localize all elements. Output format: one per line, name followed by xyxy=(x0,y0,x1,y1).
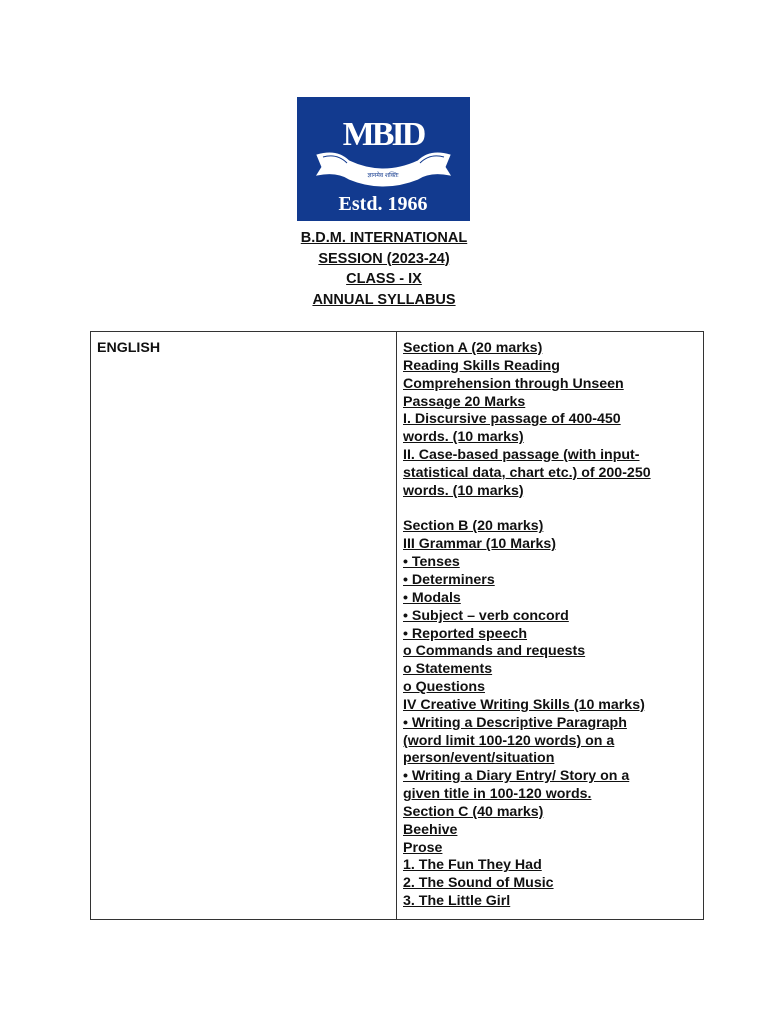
school-logo xyxy=(297,97,470,221)
syllabus-line: • Modals xyxy=(403,589,461,606)
syllabus-line: Prose xyxy=(403,839,443,856)
syllabus-line: IV Creative Writing Skills (10 marks) xyxy=(403,696,645,713)
syllabus-line: I. Discursive passage of 400-450 xyxy=(403,411,621,428)
syllabus-line: Section A (20 marks) xyxy=(403,340,543,356)
syllabus-line: • Subject – verb concord xyxy=(403,607,569,624)
logo-banner-text: ज्ञानमेव शक्तिः xyxy=(367,172,399,179)
subject-name: ENGLISH xyxy=(97,340,161,356)
school-crest-icon xyxy=(297,97,470,221)
syllabus-line: o Statements xyxy=(403,661,493,678)
syllabus-line: Reading Skills Reading xyxy=(403,357,560,374)
logo-established: Estd. 1966 xyxy=(338,193,428,215)
syllabus-line: Section B (20 marks) xyxy=(403,518,544,535)
syllabus-line: III Grammar (10 Marks) xyxy=(403,536,556,553)
syllabus-line: • Determiners xyxy=(403,571,495,588)
syllabus-line: 3. The Little Girl xyxy=(403,893,511,910)
syllabus-line: • Reported speech xyxy=(403,625,528,642)
table-row xyxy=(91,332,704,920)
logo-ribbon xyxy=(317,153,450,186)
document-heading xyxy=(0,228,768,310)
session-label: SESSION (2023-24) xyxy=(318,250,450,267)
syllabus-line: Beehive xyxy=(403,821,458,838)
syllabus-line: o Commands and requests xyxy=(403,643,586,660)
syllabus-line: person/event/situation xyxy=(403,750,555,767)
syllabus-line: • Writing a Descriptive Paragraph xyxy=(403,714,627,731)
syllabus-line: statistical data, chart etc.) of 200-250 xyxy=(403,464,651,481)
syllabus-line: Passage 20 Marks xyxy=(403,393,526,410)
class-label: CLASS - IX xyxy=(346,271,422,287)
document-title: ANNUAL SYLLABUS xyxy=(312,291,456,308)
syllabus-line: words. (10 marks) xyxy=(403,482,524,499)
blank-line xyxy=(403,501,697,519)
syllabus-line: Section C (40 marks) xyxy=(403,803,544,820)
subject-cell xyxy=(91,332,397,920)
logo-monogram: MBID xyxy=(342,116,424,153)
syllabus-line: Comprehension through Unseen xyxy=(403,375,624,392)
syllabus-line: 1. The Fun They Had xyxy=(403,857,542,874)
syllabus-line: • Tenses xyxy=(403,554,460,571)
syllabus-line: • Writing a Diary Entry/ Story on a xyxy=(403,768,630,785)
syllabus-content-cell xyxy=(397,332,704,920)
syllabus-line: 2. The Sound of Music xyxy=(403,875,554,892)
syllabus-line: (word limit 100-120 words) on a xyxy=(403,732,615,749)
syllabus-line: words. (10 marks) xyxy=(403,429,524,446)
syllabus-line: o Questions xyxy=(403,679,485,696)
syllabus-table xyxy=(90,331,704,920)
syllabus-line: given title in 100-120 words. xyxy=(403,786,592,803)
school-name: B.D.M. INTERNATIONAL xyxy=(300,230,468,246)
syllabus-content xyxy=(403,340,697,911)
syllabus-line: II. Case-based passage (with input- xyxy=(403,447,640,464)
